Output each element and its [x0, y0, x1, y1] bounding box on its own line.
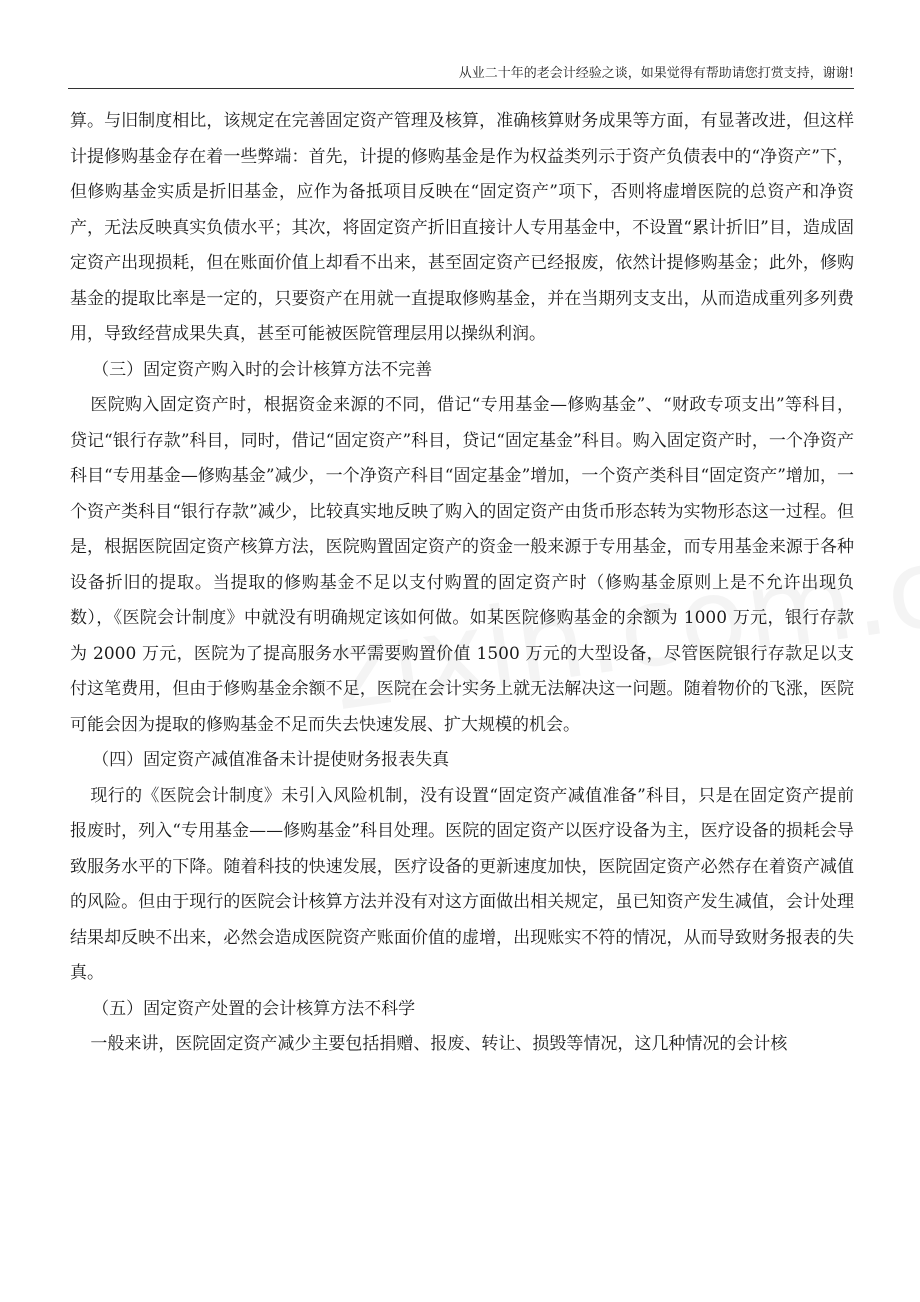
- paragraph: 现行的《医院会计制度》未引入风险机制，没有设置“固定资产减值准备”科目，只是在固定资产提前报废时，列入“专用基金——修购基金”科目处理。医院的固定资产以医疗设备为主，医疗设备的损耗会导致服务水平的下降。随着科技的快速发展，医疗设备的更新速度加快，医院固定资产必然存在着资产减值的风险。但由于现行的医院会计核算方法并没有对这方面做出相关规定，虽已知资产发生减值，会计处理结果却反映不出来，必然会造成医院资产账面价值的虚增，出现账实不符的情况，从而导致财务报表的失真。: [70, 785, 854, 983]
- paragraph: 医院购入固定资产时，根据资金来源的不同，借记“专用基金—修购基金”、“财政专项支出”等科目，贷记“银行存款”科目，同时，借记“固定资产”科目，贷记“固定基金”科目。购入固定资产时，一个净资产科目“专用基金—修购基金”减少，一个净资产科目“固定基金”增加，一个资产类科目“固定资产”增加，一个资产类科目“银行存款”减少，比较真实地反映了购入的固定资产由货币形态转为实物形态这一过程。但是，根据医院固定资产核算方法，医院购置固定资产的资金一般来源于专用基金，而专用基金来源于各种设备折旧的提取。当提取的修购基金不足以支付购置的固定资产时（修购基金原则上是不允许出现负数），《医院会计制度》中就没有明确规定该如何做。如某医院修购基金的余额为 1000 万元，银行存款为 2000 万元，医院为了提高服务水平需要购置价值 1500 万元的大型设备，尽管医院银行存款足以支付这笔费用，但由于修购基金余额不足，医院在会计实务上就无法解决这一问题。随着物价的飞涨，医院可能会因为提取的修购基金不足而失去快速发展、扩大规模的机会。: [70, 395, 854, 735]
- paragraph-continued: 算。与旧制度相比，该规定在完善固定资产管理及核算，准确核算财务成果等方面，有显著改进，但这样计提修购基金存在着一些弊端：首先，计提的修购基金是作为权益类列示于资产负债表中的“净资产”下，但修购基金实质是折旧基金，应作为备抵项目反映在“固定资产”项下，否则将虚增医院的总资产和净资产，无法反映真实负债水平；其次，将固定资产折旧直接计人专用基金中，不设置“累计折旧”目，造成固定资产出现损耗，但在账面价值上却看不出来，甚至固定资产已经报废，依然计提修购基金；此外，修购基金的提取比率是一定的，只要资产在用就一直提取修购基金，并在当期列支支出，从而造成重列多列费用，导致经营成果失真，甚至可能被医院管理层用以操纵利润。: [70, 111, 854, 344]
- document-body: [70, 104, 854, 1063]
- header-note: 从业二十年的老会计经验之谈，如果觉得有帮助请您打赏支持，谢谢!: [458, 66, 854, 81]
- paragraph: 一般来讲，医院固定资产减少主要包括捐赠、报废、转让、损毁等情况，这几种情况的会计核: [90, 1034, 788, 1054]
- section-heading-3: （三）固定资产购入时的会计核算方法不完善: [92, 359, 433, 380]
- section-heading-5: （五）固定资产处置的会计核算方法不科学: [92, 998, 416, 1019]
- section-heading-4: （四）固定资产减值准备未计提使财务报表失真: [92, 750, 450, 770]
- header-divider: [68, 88, 854, 89]
